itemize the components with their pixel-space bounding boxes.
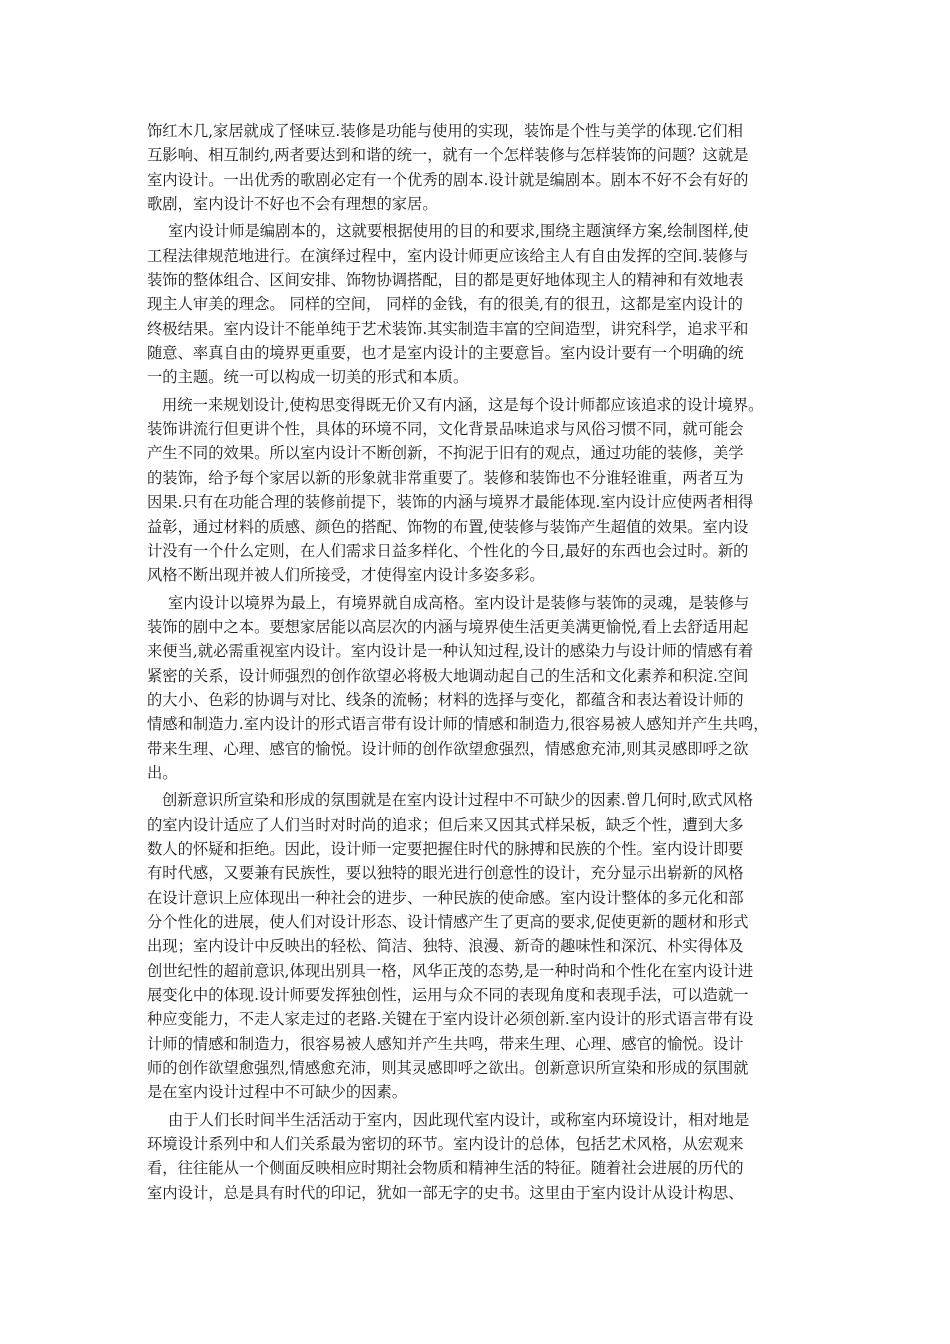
text-line: 出现；室内设计中反映出的轻松、简洁、独特、浪漫、新奇的趣味性和深沉、朴实得体及 <box>147 937 744 956</box>
text-line: 环境设计系列中和人们关系最为密切的环节。室内设计的总体，包括艺术风格，从宏观来 <box>147 1135 744 1154</box>
text-line: 装饰的整体组合、区间安排、饰物协调搭配，目的都是更好地体现主人的精神和有效地表 <box>147 271 744 290</box>
text-line: 现主人审美的理念。 同样的空间， 同样的金钱，有的很美,有的很丑，这都是室内设计的 <box>147 295 743 314</box>
paragraph <box>147 591 815 786</box>
text-line: 带来生理、心理、感官的愉悦。设计师的创作欲望愈强烈，情感愈充沛,则其灵感即呼之欲 <box>147 739 749 758</box>
text-line: 创世纪性的超前意识,体现出别具一格，风华正茂的态势,是一种时尚和个性化在室内设计进 <box>147 961 754 980</box>
text-line: 师的创作欲望愈强烈,情感愈充沛，则其灵感即呼之欲出。创新意识所宣染和形成的氛围就 <box>147 1059 749 1078</box>
paragraph <box>147 119 815 216</box>
text-line: 在设计意识上应体现出一种社会的进步、一种民族的使命感。室内设计整体的多元化和部 <box>147 888 744 907</box>
text-line: 数人的怀疑和拒绝。因此，设计师一定要把握住时代的脉搏和民族的个性。室内设计即要 <box>147 839 744 858</box>
text-line: 互影响、相互制约,两者要达到和谐的统一，就有一个怎样装修与怎样装饰的问题？这就是 <box>147 146 749 165</box>
text-line: 出。 <box>147 763 178 782</box>
text-line: 工程法律规范地进行。在演绎过程中，室内设计师更应该给主人有自由发挥的空间.装修与 <box>147 246 749 265</box>
text-line: 的大小、色彩的协调与对比、线条的流畅；材料的选择与变化，都蕴含和表达着设计师的 <box>147 690 744 709</box>
text-line: 产生不同的效果。所以室内设计不断创新，不拘泥于旧有的观点，通过功能的装修，美学 <box>147 444 744 463</box>
text-line: 计师的情感和制造力，很容易被人感知并产生共鸣，带来生理、心理、感官的愉悦。设计 <box>147 1034 744 1053</box>
text-line: 装饰的剧中之本。要想家居能以高层次的内涵与境界使生活更美满更愉悦,看上去舒适用起 <box>147 617 749 636</box>
text-line: 风格不断出现并被人们所接受，才使得室内设计多姿多彩。 <box>147 566 545 585</box>
text-line: 装饰讲流行但更讲个性，具体的环境不同，文化背景品味追求与风俗习惯不同，就可能会 <box>147 420 744 439</box>
text-line: 来便当,就必需重视室内设计。室内设计是一种认知过程,设计的感染力与设计师的情感有着 <box>147 642 754 661</box>
text-line: 益彰，通过材料的质感、颜色的搭配、饰物的布置,使装修与装饰产生超值的效果。室内设 <box>147 517 749 536</box>
paragraph <box>147 393 815 588</box>
text-line: 用统一来规划设计,使构思变得既无价又有内涵，这是每个设计师都应该追求的设计境界。 <box>162 395 764 414</box>
paragraph <box>147 219 815 389</box>
text-line: 情感和制造力.室内设计的形式语言带有设计师的情感和制造力,很容易被人感知并产生共鸣， <box>147 715 769 734</box>
body-text <box>147 119 815 1208</box>
text-line: 室内设计，总是具有时代的印记，犹如一部无字的史书。这里由于室内设计从设计构思、 <box>147 1183 744 1202</box>
text-line: 室内设计师是编剧本的，这就要根据使用的目的和要求,围绕主题演绎方案,绘制图样,使 <box>168 222 749 241</box>
text-line: 分个性化的进展，使人们对设计形态、设计情感产生了更高的要求,促使更新的题材和形式 <box>147 913 749 931</box>
text-line: 看，往往能从一个侧面反映相应时期社会物质和精神生活的特征。随着社会进展的历代的 <box>147 1159 744 1178</box>
text-line: 有时代感，又要兼有民族性，要以独特的眼光进行创意性的设计，充分显示出崭新的风格 <box>147 864 744 883</box>
text-line: 种应变能力，不走人家走过的老路.关键在于室内设计必须创新.室内设计的形式语言带有设 <box>147 1010 754 1029</box>
text-line: 随意、率真自由的境界更重要，也才是室内设计的主要意旨。室内设计要有一个明确的统 <box>147 344 744 363</box>
text-line: 室内设计以境界为最上，有境界就自成高格。室内设计是装修与装饰的灵魂，是装修与 <box>168 593 750 612</box>
text-line: 计没有一个什么定则，在人们需求日益多样化、个性化的今日,最好的东西也会过时。新的 <box>147 541 749 560</box>
text-line: 紧密的关系，设计师强烈的创作欲望必将极大地调动起自己的生活和文化素养和积淀.空间 <box>147 666 749 685</box>
text-line: 由于人们长时间半生活活动于室内，因此现代室内设计，或称室内环境设计，相对地是 <box>168 1110 750 1129</box>
text-line: 室内设计。一出优秀的歌剧必定有一个优秀的剧本.设计就是编剧本。剧本不好不会有好的 <box>147 170 749 189</box>
text-line: 因果.只有在功能合理的装修前提下，装饰的内涵与境界才最能体现.室内设计应使两者相得 <box>147 493 754 512</box>
text-line: 歌剧，室内设计不好也不会有理想的家居。 <box>147 195 438 214</box>
text-line: 创新意识所宣染和形成的氛围就是在室内设计过程中不可缺少的因素.曾几何时,欧式风格 <box>162 791 754 810</box>
paragraph <box>147 1108 815 1205</box>
paragraph <box>147 788 815 1104</box>
text-line: 终极结果。室内设计不能单纯于艺术装饰.其实制造丰富的空间造型，讲究科学，追求平和 <box>147 319 749 338</box>
text-line: 是在室内设计过程中不可缺少的因素。 <box>147 1083 408 1102</box>
text-line: 一的主题。统一可以构成一切美的形式和本质。 <box>147 368 469 387</box>
text-line: 的装饰，给予每个家居以新的形象就非常重要了。装修和装饰也不分谁轻谁重，两者互为 <box>147 468 744 487</box>
text-line: 展变化中的体现.设计师要发挥独创性，运用与众不同的表现角度和表现手法，可以造就一 <box>147 986 749 1005</box>
text-line: 饰红木几,家居就成了怪味豆.装修是功能与使用的实现，装饰是个性与美学的体现.它们相 <box>147 122 743 140</box>
text-line: 的室内设计适应了人们当时对时尚的追求；但后来又因其式样呆板，缺乏个性，遭到大多 <box>147 815 744 834</box>
